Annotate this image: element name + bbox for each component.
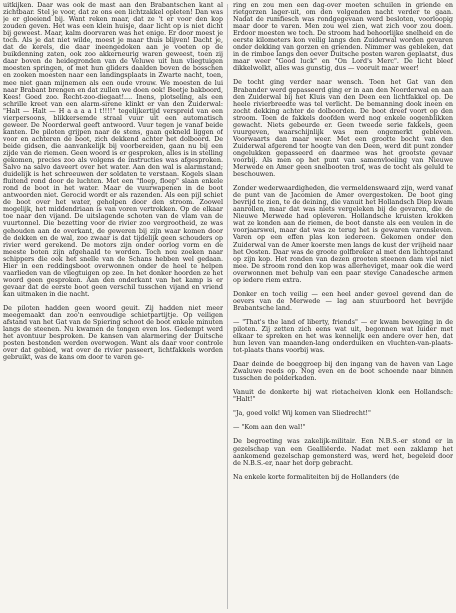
paragraph: Zonder wederwaardigheden, die vermeldenswaard zijn, werd vanaf de punt van de Jacomien de Amer overgestoken. De boot ging bevrijd te zien, te de deining, die vanuit het Hollandsch Diep kwam aanrollen, maar dat was niets vergeleken bij de gevaren, die de Nieuwe Merwede had opleveren. Hollandsche kruisten krokken wat ze konden aan de riemen, de boot danste als een veulen in de voorjaarswei, maar dat was ze terug het is gewaren varensleven. Varen op een effen plas kon iedereen. Gekomen onder den Zuiderwal van de Amer koerste men langs de kust der vrijheid naar het Oosten. Daar was de groote golfbreker al met den lichtopstand op zijn kop. Het ronden van dezen grooten steenen dam viel niet mee. De stroom rond den kop was allerheviget, maar ook die werd overwonnen met behulp van een paar stevige Canadesche armen op iedere riem extra. (233, 184, 453, 284)
paragraph: "Ja, goed volk! Wij komen van Sliedrecht!" (233, 409, 371, 418)
paragraph: Vanuit de donkerte bij wat rietacheiven klonk een Hollandsch: "Halt!" (233, 388, 453, 404)
paragraph: De begroeting was zakelijk-militair. Een N.B.S.-er stond er in gezelschap van een Gealliëerde. Nadat met een zaklamp het aankomend gezelschap gemonsterd was, werd het, begeleid door de N.B.S.-er, naar het dorp gebracht. (233, 437, 453, 467)
paragraph: De piloten hadden geen woord geuit. Zij hadden niet meer meegemaakt dan zoo'n eenvoudige schietpartijtje. Op veiligen afstand van het Gat van de Spiering schoot de boot enkele minuten langs de steenen. Nu kwamen de tongen even los. Gedempt werd het avontuur besproken. De kansen van alarmering der Duitsche posten bestonden werden overwogen. Want als daar voor controle over dat gebied, wat over de rivier passeert, lichtfakkels worden gebruikt, was de kans om door te varen ge- (3, 303, 223, 362)
paragraph: ring en zou men een dag-over moeten schuilen in griende en rietgorzen lager-uit, om den volgenden nacht verder te gaan. Nadat de rumfiesch was rondgegevaan werd besloten, voorloopig maar door te varen. Men zou wel zien, wat zich voor zou doen. Erdoor moesten we toch. De stroom had behoorlijke snelheid en de eerste kilometers kon veilig langs den Zuiderwal worden gevaren onder dekking van gorzen en grienden. Nimmer was gebleken, dat in de rimboe langs den oever Duitsche posten waren geplaatst, dus maar weer "Good luck" en "On Lord's Merc". De licht bleef dikkelwolkt, alles was gunstig, dus — vooruit maar weer! (233, 2, 453, 73)
paragraph: uitkijken. Daar was ook de mast aan den Brabantschen kant al zichtbaar. Stel je voor, dat ze ons een lichtzakkel opleten! Dan was je er gloeiend bij. Want reken maar, dat ze 't er voor den kop zouden geven. Het was een klein huisje, daar licht op is niet dicht bij geweest. Maar, kalm doorvaren was het enige. Er door moest je toch. Als je dat niet wilde, moest je maar thuis blijven! Dacht je, dat de kerels, die daar ineengedoken aan je voeten op de buikdenning zaten, ook zoo akkerneurig waren geweest, toen zij daar boven de heidegronden van de Veluwe uit hun vliegtuigen moesten springen, of met hun gliders daalden boven de bosschen en zooken moesten naar een landingsplaats in Zwarte nacht, toen, mee niet gaan mijnemen als een oude vrouw. We moesten de lui naar Brabant brengen en dat zullen we doen ook! Beetje bakboord, Kees! Goed zoo. Recht-zoo-diegaat!.... Inens, plotseling, als een schrille kreet van een alarm-sirene klinkt er van den Zuiderwal: "Halt — Halt — H a a a a l t!!!!" tegelijkertijd verspreid van een vierpersoons, blikkersemde straal vuur uit een automatisch geweer. De Noorderwal geeft antwoord. Vuur tegen je vanaf beide kanten. De piloten grijpen naar de stens, gaan gekneld liggen of voor en achteren de boot, zich dekkend achter het dolboord. De beide gidsen, die aanvankelijk bij voorbereiden, gaan nu bij een zijde van de riemen. Geen woord is er gesproken, alles is in stelling gekomen, precies zoo als volgens de instructies was afgesproken. Salvo na salvo daveert over het water. Aan den wal is alarmstand; duidelijk is het schreeuwen der soldaten te verstaan. Kogels slaan fluitend rond door de luchten. Met een "floep, floep" slaan enkele rond de boot in het water. Maar de vuurwapenen in de boot antwoorden niet. Gerocid wordt er als razenden. Als een pijl schiet de boot over het water, geholpen door den stroom. Zoowel mogelijk, het middendriaan is van voren vertrokken. Op de elkaar toe naar den vijand. De uitslagende schoten van de vlam van de vuurtonnel. Die bezetting voor de rivier zoo vergrootheid, ze was gehouden aan de overkant, de geweren bij zijn waar komen door de dekken en de wal, zoo zwaar is dat tijdelijk geen schouders op rivier werd gerekend. De motors zijn onder oorlog vorm en de meeste boten zijn afgehaald te worden. Toch nou zoeken naar schippers die ook het snelle van de Schans hebben wel gedaan. Hier in een reddingsboot overwonnen onder de heel te helpen vaarlieden van de vliegtuigen op zee. In het donker hoorden ze het woord geen gesproken. Aan den onderkant van het kamp is er gevaar dat de eerste boot geen verschil tusschen vijand en vriend kan uitmaken in die nacht. (3, 2, 223, 298)
paragraph: Daar deinde de boeggroep bij den ingang van de haven van Lage Zwaluwe reeds op. Nog even en de boot schoende naar binnen tusschen de polderkaden. (233, 360, 453, 383)
paragraph: De tocht ging verder naar wensch. Toen het Gat van den Brabander werd gepasseerd ging er in aan den Noorderwal en aan den Zuiderwal bij het Kluis van den Deen een lichtfakkel op. De heele rivierbreedte was tel verlicht. De bemanning dook ineen en zocht dekking achter de dolboorden. De boot dreef voort op den stroom. Toen de fakkels doofden werd nog enkele oogenblikken gewacht. Niets gebeurde er. Geen tweede serie fakkels, geen vuurgeven, waarschijnlijk was men ongemerkt gebleven. Voorwaarts dan maar weer. Met een grootte bocht van den Zuiderwal afgerend ter hoogte van den Deen, werd dit punt zonder ongelukken gepasseerd en daarmee was het grootste gevaar voorbij. Als men op het punt van samenvloeiing van Nieuwe Merwede en Amer geen snelbooten trof, was de tocht als geluld te beschouwen. (233, 78, 453, 179)
paragraph: Donker en toch veilig — een heel ander gevoel gevend dan de oevers van de Merwede — lag aan stuurboord het bevrijde Brabantsche land. (233, 289, 453, 312)
paragraph: — "Kom aan den wal!" (233, 423, 306, 432)
left-text-column (3, 2, 223, 613)
column-divider (227, 4, 228, 609)
paragraph: — "That's the land of liberty, friends" — er kwam beweging in de piloten. Zij zetten zich eens wat uit, begonnen wat luider met elkaar te spreken en het was kennelijk een andere over hen, dat hun leven van maanden-lang onderduiken en vluchten-van-plaats-tot-plaats thans voorbij was. (233, 317, 453, 355)
paragraph: Na enkele korte formaliteiten bij de Hollanders (de (233, 472, 400, 481)
right-text-column (233, 2, 453, 613)
